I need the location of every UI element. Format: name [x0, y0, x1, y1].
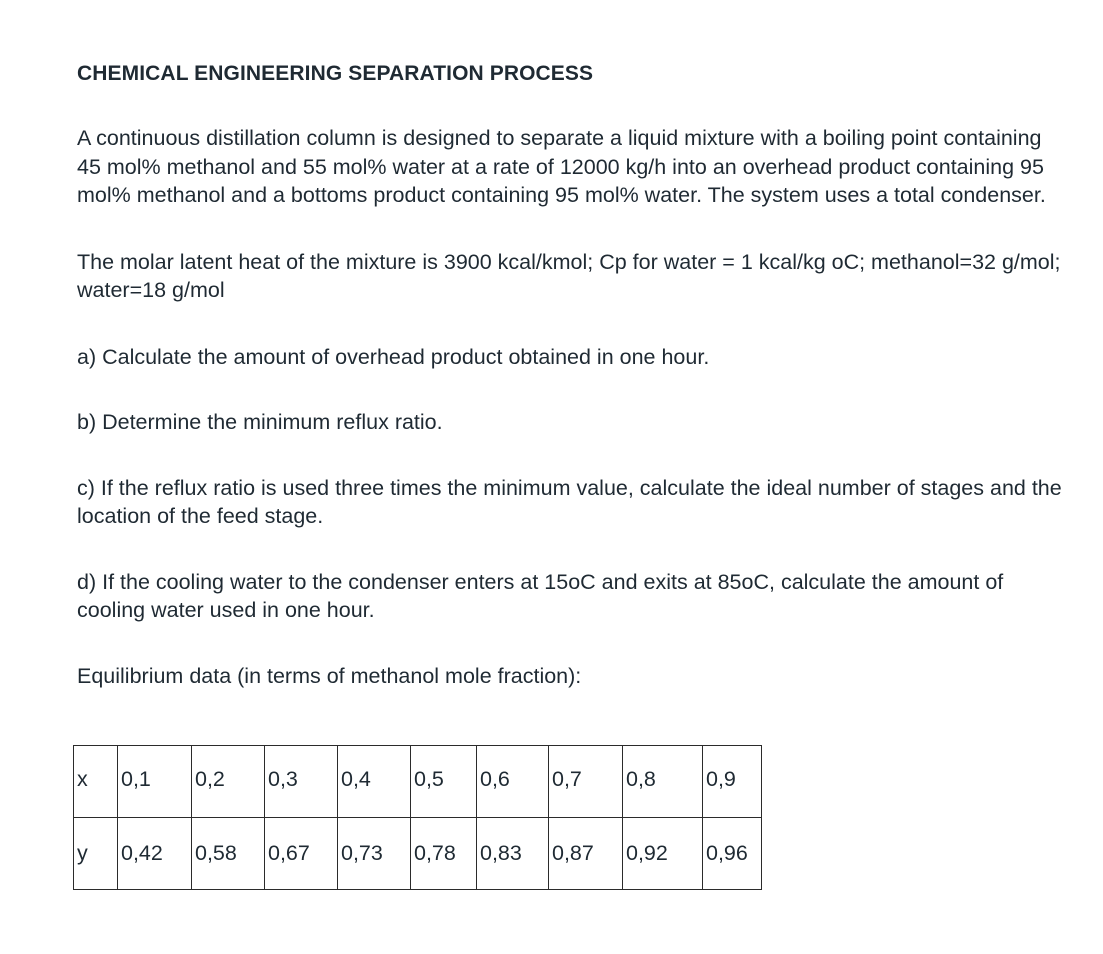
table-cell: 0,3 [265, 746, 338, 818]
row-label-y: y [74, 818, 118, 890]
document-body [77, 60, 1067, 699]
table-row-x [74, 746, 762, 818]
table-cell: 0,5 [411, 746, 477, 818]
question-b: b) Determine the minimum reflux ratio. [77, 410, 443, 434]
table-row-y [74, 818, 762, 890]
table-cell: 0,6 [477, 746, 549, 818]
table-cell: 0,83 [477, 818, 549, 890]
question-c: c) If the reflux ratio is used three times the minimum value, calculate the ideal number of stages and the location of the feed stage. [77, 475, 1062, 528]
table-cell: 0,73 [338, 818, 411, 890]
table-cell: 0,96 [703, 818, 762, 890]
table-cell: 0,67 [265, 818, 338, 890]
equilibrium-label: Equilibrium data (in terms of methanol mole fraction): [77, 663, 582, 688]
problem-intro: A continuous distillation column is designed to separate a liquid mixture with a boiling point containing 45 mol% methanol and 55 mol% water at a rate of 12000 kg/h into an overhead product containing 95 mol% methanol and a bottoms product containing 95 mol% water. The system uses a total condenser. [77, 126, 1046, 207]
equilibrium-table [73, 745, 762, 890]
question-a: a) Calculate the amount of overhead product obtained in one hour. [77, 344, 710, 369]
table-cell: 0,7 [549, 746, 623, 818]
table-cell: 0,2 [192, 746, 265, 818]
table-cell: 0,78 [411, 818, 477, 890]
table-cell: 0,9 [703, 746, 762, 818]
table-cell: 0,1 [118, 746, 192, 818]
table-cell: 0,8 [623, 746, 703, 818]
row-label-x: x [74, 746, 118, 818]
table-cell: 0,58 [192, 818, 265, 890]
table-cell: 0,87 [549, 818, 623, 890]
table-cell: 0,4 [338, 746, 411, 818]
question-d: d) If the cooling water to the condenser enters at 15oC and exits at 85oC, calculate the amount of cooling water used in one hour. [77, 569, 1004, 622]
document-title: CHEMICAL ENGINEERING SEPARATION PROCESS [77, 62, 594, 85]
table-cell: 0,92 [623, 818, 703, 890]
table-cell: 0,42 [118, 818, 192, 890]
problem-constants: The molar latent heat of the mixture is 3900 kcal/kmol; Cp for water = 1 kcal/kg oC; methanol=32 g/mol; water=18 g/mol [77, 249, 1061, 302]
